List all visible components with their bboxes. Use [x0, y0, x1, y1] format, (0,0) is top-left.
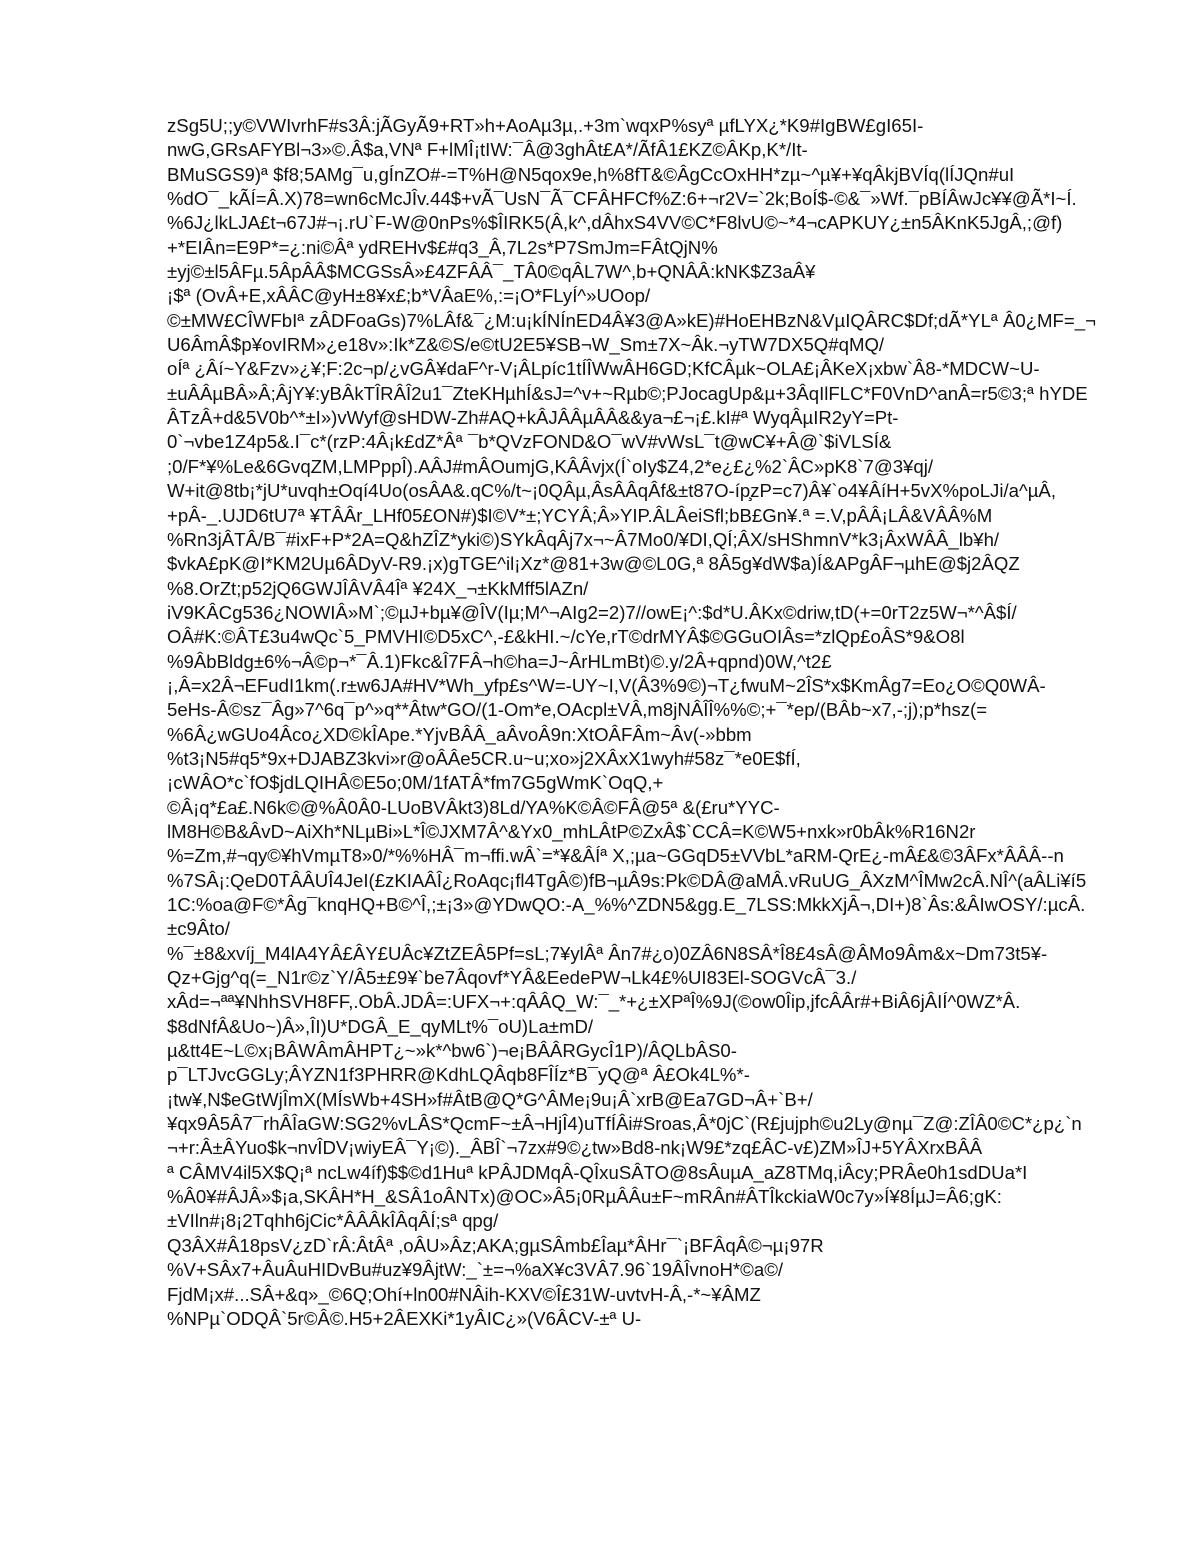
- text-line: %¯±8&xvíj_M4lA4YÂ£ÂY£UÂc¥ZtZEÂ5Pf=sL;7¥ylÂª Ân7#¿o)0ZÂ6N8SÂ*Î8£4sÂ@ÂMo9Âm&x~Dm73t5¥-: [167, 942, 1048, 964]
- text-line: ¡cWÂO*c`fO$jdLQIHÂ©E5o;0M/1fATÂ*fm7G5gWmK`OqQ,+: [167, 772, 664, 794]
- text-line: +*EIÂn=E9P*=¿:ni©Âª ydREHv$£#q3_Â,7L2s*P7SmJm=FÂtQjN%: [167, 236, 718, 258]
- text-line: ÂTzÂ+d&5V0b^*±I»)vWyf@sHDW-Zh#AQ+kÂJÂÂµÂÂ&&ya¬£¬¡£.kI#ª WyqÂµIR2yY=Pt-: [167, 407, 899, 429]
- text-line: $vkA£pK@I*KM2Uµ6ÂDyV-R9.¡x)gTGE^il¡Xz*@81+3w@©L0G,ª 8Â5g¥dW$a)Í&APgÂF¬µhE@$j2ÂQZ: [167, 553, 1020, 575]
- text-line: nwG,GRsAFYBl¬3»©.Â$a,VNª F+lMÎ¡tIW:¯Â@3ghÂt£A*/ÃfÂ1£KZ©ÂKp,K*/It-: [167, 139, 808, 161]
- text-line: %9ÂbBldg±6%¬Â©p¬*¯Â.1)Fkc&Î7FÂ¬h©ha=J~ÂrHLmBt)©.y/2Â+qpnd)0W,^t2£: [167, 650, 832, 672]
- text-line: Qz+Gjg^q(=_N1r©z`Y/Â5±£9¥`be7Âqovf*YÂ&EedePW¬Lk4£%UI83El-SOGVcÂ¯3./: [167, 967, 857, 989]
- text-line: %6J¿lkLJA£t¬67J#¬¡.rU`F-W@0nPs%$ÎIRK5(Â,k^,dÂhxS4VV©C*F8lvU©~*4¬cAPKUY¿±n5ÂKnK5JgÂ,;@f): [167, 212, 1063, 234]
- text-line: %Rn3jÂTÂ/B¯#ixF+P*2A=Q&hZÎZ*yki©)SYkÂqÂj7x¬~Â7Mo0/¥DI,QÍ;ÂX/sHShmnV*k3¡ÂxWÂÂ_lb¥h/: [167, 528, 1000, 550]
- text-line: %7SÂ¡:QeD0TÂÂUÎ4JeI(£zKIAÂÎ¿RoAqc¡fl4TgÂ©)fB¬µÂ9s:Pk©DÂ@aMÂ.vRuUG_ÂXzM^ÎMw2cÂ.NÎ^(aÂLi¥í5: [167, 869, 1087, 891]
- text-line: p¯LTJvcGGLy;ÂYZN1f3PHRR@KdhLQÂqb8FÎÍz*B¯yQ@ª Â£Ok4L%*-: [167, 1064, 750, 1086]
- text-line: ©±MW£CÎWFbIª zÂDFoaGs)7%LÂf&¯¿M:u¡kÍNÍnED4Â¥3@A»kE)#HoEHBzN&VµIQÂRC$Df;dÃ*YLª Â0¿MF=_¬: [167, 309, 1096, 331]
- text-line: ª CÂMV4il5X$Q¡ª ncLw4íf)$$©d1Huª kPÂJDMqÂ-QÎxuSÂTO@8sÂuµA_aZ8TMq,iÂcy;PRÂe0h1sdDUa*I: [167, 1161, 1028, 1183]
- text-line: U6ÂmÂ$p¥ovIRM»¿e18v»:Ik*Z&©S/e©tU2E5¥SB¬W_Sm±7X~Âk.¬yTW7DX5Q#qMQ/: [167, 334, 885, 356]
- text-line: ¡tw¥,N$eGtWjÎmX(MÍsWb+4SH»f#ÂtB@Q*G^ÂMe¡9u¡Â`xrB@Ea7GD¬Â+`B+/: [167, 1088, 813, 1110]
- text-line: ±uÂÂµBÂ»Â;ÂjY¥:yBÂkTÎRÂÎ2u1¯ZteKHµhÍ&sJ=^v+~Rµb©;PJocagUp&µ+3ÂqIlFLC*F0VnD^anÂ=r5©3;ª hYDE: [167, 382, 1088, 404]
- text-line: FjdM¡x#...SÂ+&q»_©6Q;Ohí+ln00#NÂih-KXV©Î£31W-uvtvH-Â,-*~¥ÂMZ: [167, 1283, 761, 1305]
- text-line: %dO¯_kÃÍ=Â.X)78=wn6cMcJÎv.44$+vÃ¯UsN¯Ã¯CFÂHFCf%Z:6+¬r2V=`2k;BoÍ$-©&¯»Wf.¯pBÍÂwJc¥¥@Ã*I~Í.: [167, 188, 1077, 210]
- text-line: ±c9Âto/: [167, 918, 230, 940]
- text-line: BMuSGS9)ª $f8;5AMg¯u,gÍnZO#-=T%H@N5qox9e,h%8fT&©ÂgCcOxHH*zµ~^µ¥+¥qÂkjBVÍq(lÍJQn#uI: [167, 163, 1015, 185]
- text-line: %Â0¥#ÂJÂ»$¡a,SKÂH*H_&SÂ1oÂNTx)@OC»Â5¡0RµÂÂu±F~mRÂn#ÂTÎkckiaW0c7y»Í¥8ÍµJ=Â6;gK:: [167, 1186, 1002, 1208]
- text-line: 5eHs-Â©sz¯Âg»7^6q¯p^»q**Âtw*GO/(1-Om*e,OAcpl±VÂ,m8jNÂÎÎ%%©;+¯*ep/(BÂb~x7,-;j);p*hsz(=: [167, 699, 988, 721]
- document-body-text: [167, 114, 1127, 1331]
- text-line: %NPµ`ODQÂ`5r©Â©.H5+2ÂEXKi*1yÂIC¿»(V6ÂCV-±ª U-: [167, 1307, 642, 1329]
- text-line: ¡,Â=x2Â¬EFudI1km(.r±w6JA#HV*Wh_yfp£s^W=-UY~I,V(Â3%9©)¬T¿fwuM~2ÎS*x$KmÂg7=Eo¿O©Q0WÂ-: [167, 674, 1046, 696]
- text-line: %6Â¿wGUo4Âco¿XD©kÎApe.*YjvBÂÂ_aÂvoÂ9n:XtOÂFÂm~Âv(-»bbm: [167, 723, 752, 745]
- text-line: %=Zm,#¬qy©¥hVmµT8»0/*%%HÂ¯m¬ffi.wÂ`=*¥&ÂÍª X,;µa~GGqD5±VVbL*aRM-QrE¿-mÂ£&©3ÂFx*ÂÂÂ--n: [167, 845, 1064, 867]
- text-line: ±yj©±l5ÂFµ.5ÂpÂÂ$MCGSsÂ»£4ZFÂÂ¯_TÂ0©qÂL7W^,b+QNÂÂ:kNK$Z3aÂ¥: [167, 261, 816, 283]
- text-line: zSg5U;;y©VWIvrhF#s3Â:jÃGyÃ9+RT»h+AoAµ3µ,.+3m`wqxP%syª µfLYX¿*K9#IgBW£gI65I-: [167, 115, 924, 136]
- text-line: iV9KÂCg536¿NOWIÂ»M`;©µJ+bµ¥@ÎV(Iµ;M^¬AIg2=2)7//owE¡^:$d*U.ÂKx©driw,tD(+=0rT2z5W¬*^Â$Í/: [167, 601, 1017, 623]
- text-line: ±VIln#¡8¡2Tqhh6jCic*ÂÂÂkÎÂqÂÍ;sª qpg/: [167, 1210, 499, 1232]
- text-line: $8dNfÂ&Uo~)Â»,ÎI)U*DGÂ_E_qyMLt%¯oU)La±mD/: [167, 1015, 594, 1037]
- text-line: oÍª ¿Âí~Y&Fzv»¿¥;F:2c¬p/¿vGÂ¥daF^r-V¡ÂLpíc1tÍÎWwÂH6GD;KfCÂµk~OLA£¡ÂKeX¡xbw`Â8-*MDCW~U-: [167, 358, 1040, 380]
- text-line: ;0/F*¥%Le&6GvqZM,LMPppÎ).AÂJ#mÂOumjG,KÂÂvjx(Í`oIy$Z4,2*e¿£¿%2`ÂC»pK8`7@3¥qj/: [167, 455, 934, 477]
- text-line: %8.OrZt;p52jQ6GWJÎÂVÂ4Îª ¥24X_¬±KkMff5lAZn/: [167, 577, 589, 599]
- text-line: xÂd=¬ªª¥NhhSVH8FF,.ObÂ.JDÂ=:UFX¬+:qÂÂQ_W:¯_*+¿±XPªÎ%9J(©ow0Îip,jfcÂÂr#+BiÂ6jÂIÍ^0WZ*Â.: [167, 991, 1021, 1013]
- text-line: 0`¬vbe1Z4p5&.I¯c*(rzP:4Â¡k£dZ*Âª ¯b*QVzFOND&O¯wV#vWsL¯t@wC¥+Â@`$iVLSÍ&: [167, 431, 892, 453]
- text-line: ¡$ª (OvÂ+E,xÂÂC@yH±8¥x£;b*VÂaE%,:=¡O*FLyÍ^»UOop/: [167, 285, 651, 307]
- text-line: %t3¡N5#q5*9x+DJABZ3kvi»r@oÂÂe5CR.u~u;xo»j2XÂxX1wyh#58z¯*e0E$fÍ,: [167, 747, 801, 769]
- text-line: ¬+r:Â±ÂYuo$k¬nvÎDV¡wiyEÂ¯Y¡©)._ÂBÎ`¬7zx#9©¿tw»Bd8-nk¡W9£*zq£ÂC-v£)ZM»ÎJ+5YÂXrxBÂÂ: [167, 1137, 983, 1159]
- text-line: µ&tt4E~L©x¡BÂWÂmÂHPT¿~»k*^bw6`)¬e¡BÂÂRGycÎ1P)/ÂQLbÂS0-: [167, 1040, 737, 1062]
- text-line: W+it@8tb¡*jU*uvqh±Oqí4Uo(osÂA&.qC%/t~¡0QÂµ,ÂsÂÂqÂf&±t87O-íp̧zP=c7)Â¥`o4¥ÂíH+5vX%poLJi/a^µÂ,: [167, 480, 1056, 502]
- text-line: Q3ÂX#Â18psV¿zD`rÂ:ÂtÂª ,oÂU»Âz;AKA;gµSÂmb£Îaµ*ÂHr¯`¡BFÂqÂ©¬µ¡97R: [167, 1234, 824, 1256]
- text-line: %V+SÂx7+ÂuÂuHIDvBu#uz¥9ÂjtW:_`±=¬%aX¥c3VÂ7.96`19ÂÎvnoH*©a©/: [167, 1259, 784, 1281]
- text-line: ¥qx9Â5Â7¯rhÂÎaGW:SG2%vLÂS*QcmF~±Â¬HjÎ4)uTfÍÂi#Sroas,Â*0jC`(R£jujph©u2Ly@nµ¯Z@:ZÎÂ0©C*¿p¿`n: [167, 1113, 1082, 1135]
- text-line: ©Â¡q*£a£.N6k©@%Â0Â0-LUoBVÂkt3)8Ld/YA%K©Â©FÂ@5ª &(£ru*YYC-: [167, 796, 780, 818]
- text-line: 1C:%oa@F©*Âg¯knqHQ+B©^Î,;±¡3»@YDwQO:-A_%%^ZDN5&gg.E_7LSS:MkkXjÂ¬,DI+)8`Âs:&ÂIwOSY/:µcÂ.: [167, 894, 1086, 915]
- text-line: lM8H©B&ÂvD~AiXh*NLµBi»L*Î©JXM7Â^&Yx0_mhLÂtP©ZxÂ$`CCÂ=K©W5+nxk»r0bÂk%R16N2r: [167, 820, 976, 842]
- text-line: OÂ#K:©ÂT£3u4wQc`5_PMVHI©D5xC^,-£&kHI.~/cYe,rT©drMYÂ$©GGuOIÂs=*zlQp£oÂS*9&O8l: [167, 626, 965, 648]
- text-line: +pÂ-_.UJD6tU7ª ¥TÂÂr_LHf05£ON#)$I©V*±;YCYÂ;Â»YIP.ÂLÂeiSfl;bB£Gn¥.ª =.V,pÂÂ¡LÂ&VÂÂ%M: [167, 504, 993, 526]
